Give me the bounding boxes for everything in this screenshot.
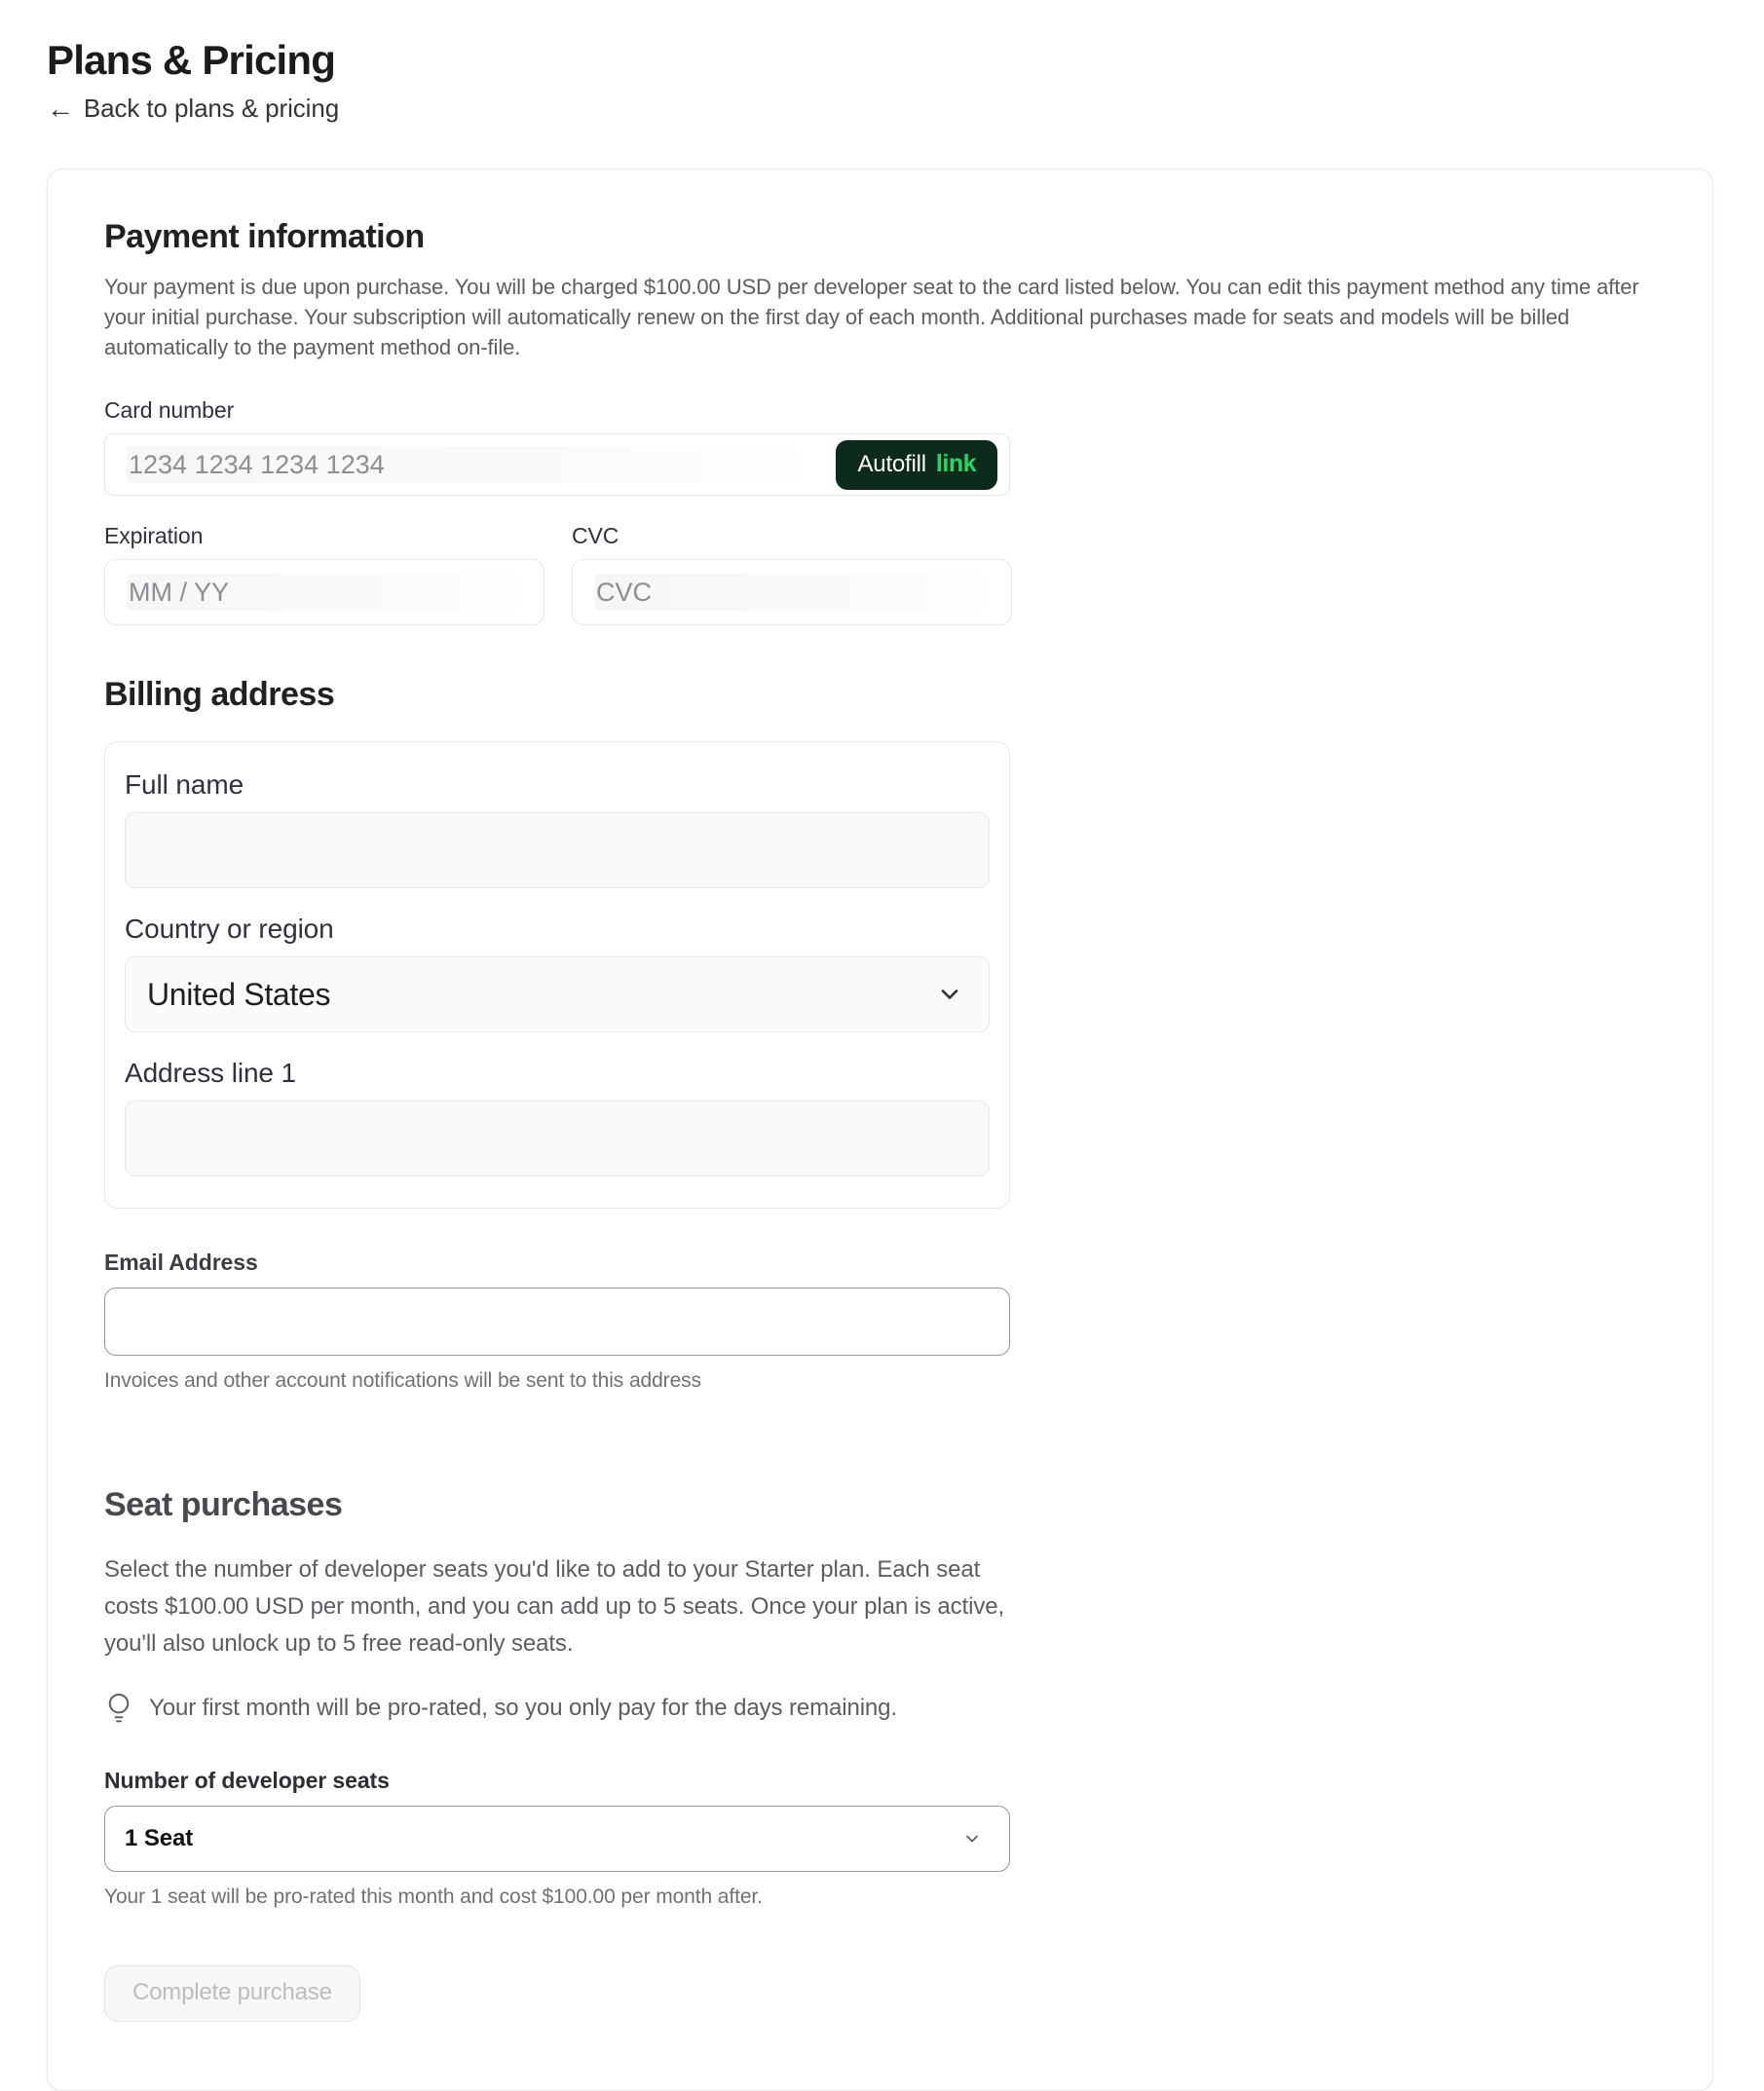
country-selected-value: United States xyxy=(147,976,331,1012)
cvc-label: CVC xyxy=(572,523,619,548)
seat-count-label: Number of developer seats xyxy=(104,1768,390,1793)
card-number-label: Card number xyxy=(104,397,235,423)
prorate-tip xyxy=(104,1692,1656,1725)
prorate-tip-text: Your first month will be pro-rated, so you only pay for the days remaining. xyxy=(149,1695,898,1721)
seat-purchases-description: Select the number of developer seats you'd like to add to your Starter plan. Each seat costs $100.00 USD per month, and you can add up to 5 seats. Once your plan is active, you'll also unlock up to 5 free read-only seats. xyxy=(104,1556,1005,1657)
full-name-label: Full name xyxy=(125,769,244,800)
seat-count-select[interactable] xyxy=(104,1806,1010,1872)
card-number-shimmer xyxy=(127,446,820,483)
cvc-shimmer xyxy=(594,574,999,611)
email-address-label: Email Address xyxy=(104,1250,258,1275)
email-address-input[interactable] xyxy=(104,1288,1010,1356)
address-line1-label: Address line 1 xyxy=(125,1058,297,1088)
expiration-label: Expiration xyxy=(104,523,204,548)
autofill-label: Autofill xyxy=(857,450,926,477)
expiration-input[interactable] xyxy=(104,559,544,625)
lightbulb-icon xyxy=(104,1692,133,1725)
purchase-card xyxy=(47,168,1713,2091)
expiration-field-group xyxy=(104,523,544,625)
billing-address-heading: Billing address xyxy=(104,676,335,713)
email-help-text: Invoices and other account notifications will be sent to this address xyxy=(104,1369,701,1392)
page-title: Plans & Pricing xyxy=(47,37,336,83)
address-line1-input[interactable] xyxy=(125,1101,990,1176)
card-number-placeholder: 1234 1234 1234 1234 xyxy=(129,449,385,479)
chevron-down-icon xyxy=(962,1829,982,1848)
country-label: Country or region xyxy=(125,914,334,944)
expiry-cvc-row xyxy=(104,523,1656,625)
cvc-field-group xyxy=(572,523,1012,625)
complete-purchase-button[interactable]: Complete purchase xyxy=(104,1965,360,2022)
seat-count-value: 1 Seat xyxy=(125,1825,194,1851)
payment-information-heading: Payment information xyxy=(104,218,425,255)
seat-purchases-heading: Seat purchases xyxy=(104,1486,343,1523)
full-name-input[interactable] xyxy=(125,812,990,888)
expiration-placeholder: MM / YY xyxy=(129,577,230,607)
payment-description: Your payment is due upon purchase. You will be charged $100.00 USD per developer seat to the card listed below. You can edit this payment method any time after your initial purchase. Your subscription will automatically renew on the first day of each month. Additional purchases made for seats and models will be billed automatically to the payment method on-file. xyxy=(104,275,1639,359)
country-select[interactable] xyxy=(125,956,990,1032)
back-link-label: Back to plans & pricing xyxy=(83,93,340,123)
back-arrow-icon: ← xyxy=(47,93,74,124)
back-to-plans-link[interactable] xyxy=(47,93,339,124)
billing-address-form xyxy=(104,741,1010,1209)
autofill-link-button[interactable] xyxy=(836,440,997,490)
expiration-shimmer xyxy=(127,574,532,611)
card-number-input[interactable] xyxy=(104,433,1010,496)
link-logo: link xyxy=(935,449,976,477)
cvc-placeholder: CVC xyxy=(596,577,653,607)
cvc-input[interactable] xyxy=(572,559,1012,625)
chevron-down-icon xyxy=(936,981,963,1008)
seat-count-help-text: Your 1 seat will be pro-rated this month and cost $100.00 per month after. xyxy=(104,1886,763,1908)
